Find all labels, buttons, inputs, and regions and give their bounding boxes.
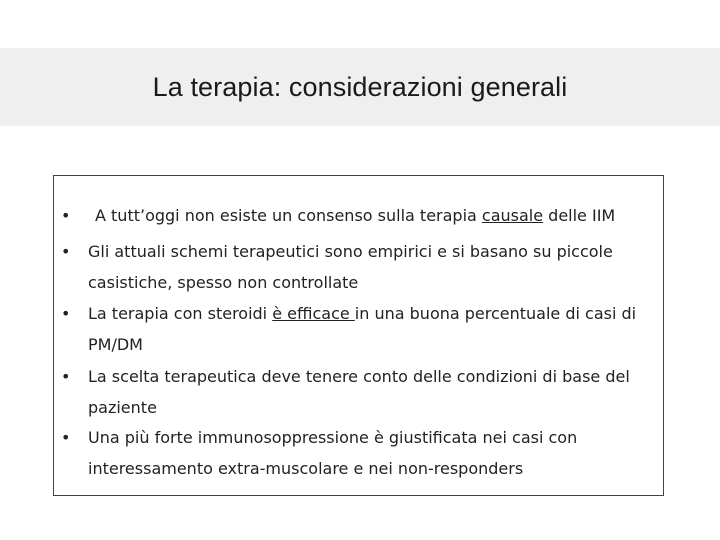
bullet-dot: • [61, 428, 71, 447]
bullet-text-part: A tutt’oggi non esiste un consenso sulla terapia [95, 206, 482, 225]
slide-title: La terapia: considerazioni generali [152, 71, 568, 102]
title-band [0, 48, 720, 126]
bullet-dot: • [61, 206, 71, 225]
content-box [53, 175, 664, 496]
underlined-text: causale [481, 206, 544, 225]
bullet-text-part: Gli attuali schemi terapeutici sono empirici e si basano su piccole casistiche, spesso non controllate [88, 242, 613, 292]
bullet-dot: • [61, 367, 71, 386]
bullet-text [88, 422, 649, 484]
bullet-text [88, 236, 649, 298]
bullet-text-part: delle IIM [543, 206, 616, 225]
underlined-text: è efficace [272, 304, 355, 323]
bullet-text [95, 200, 649, 231]
bullet-text-part: in una buona percentuale di casi di PM/DM [88, 304, 637, 354]
bullet-text [88, 298, 649, 360]
bullet-text-part: Una più forte immunosoppressione è giustificata nei casi con interessamento extra-muscolare e nei non-responders [88, 428, 578, 478]
bullet-dot: • [61, 304, 71, 323]
bullet-text [88, 361, 649, 423]
bullet-dot: • [61, 242, 71, 261]
bullet-text-part: La terapia con steroidi [88, 304, 273, 323]
bullet-text-part: La scelta terapeutica deve tenere conto delle condizioni di base del paziente [88, 367, 630, 417]
